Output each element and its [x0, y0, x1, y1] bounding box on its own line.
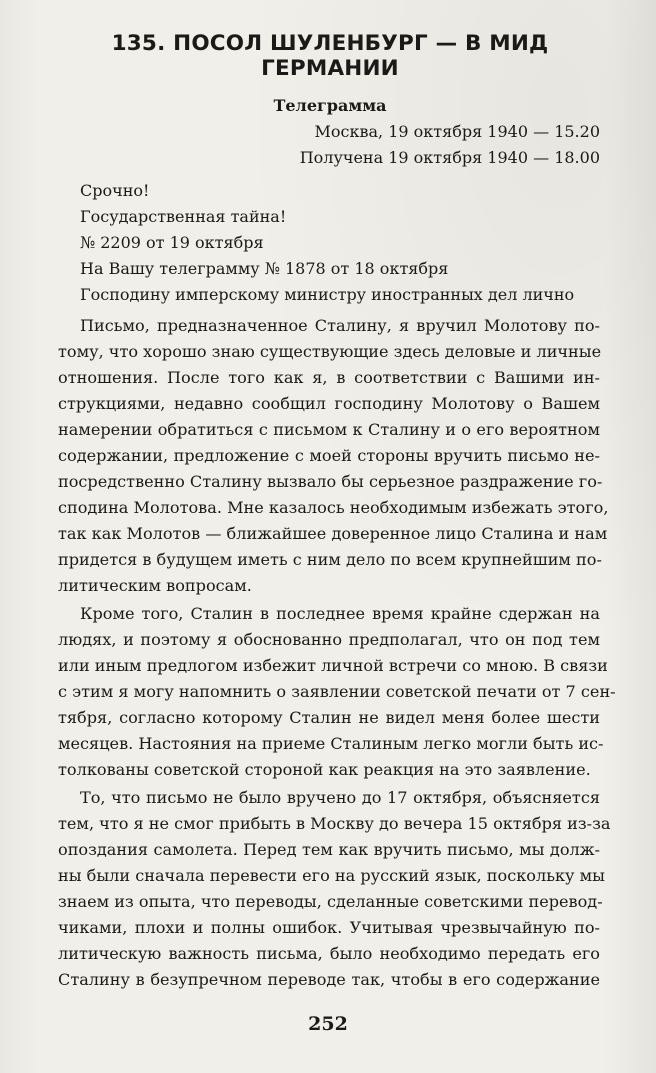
body-line: Сталину в безупречном переводе так, чтобы в его содержание [58, 970, 600, 989]
body-line: Письмо, предназначенное Сталину, я вручил Молотову по- [80, 316, 600, 335]
body-line: литическим вопросам. [58, 576, 252, 595]
address-line-urgent: Срочно! [80, 181, 150, 200]
body-line: толкованы советской стороной как реакция на это заявление. [58, 760, 591, 779]
body-line: так как Молотов — ближайшее доверенное лицо Сталина и нам [58, 524, 608, 543]
body-line: людях, и поэтому я обоснованно предполагал, что он под тем [58, 630, 600, 649]
body-line: литическую важность письма, было необходимо передать его [58, 944, 600, 963]
body-line: Кроме того, Сталин в последнее время крайне сдержан на [80, 604, 600, 623]
body-line: тем, что я не смог прибыть в Москву до вечера 15 октября из-за [58, 814, 611, 833]
body-line: месяцев. Настояния на приеме Сталиным легко могли быть ис- [58, 734, 604, 753]
document-heading-line-1: 135. ПОСОЛ ШУЛЕНБУРГ — В МИД [111, 31, 549, 56]
body-line: чиками, плохи и полны ошибок. Учитывая чрезвычайную по- [58, 918, 600, 937]
document-type: Телеграмма [273, 96, 387, 115]
body-line: содержании, предложение с моей стороны вручить письмо не- [58, 446, 600, 465]
body-line: отношения. После того как я, в соответствии с Вашими ин- [58, 368, 600, 387]
body-line: намерении обратиться с письмом к Сталину и о его вероятном [58, 420, 600, 439]
body-line: посредственно Сталину вызвало бы серьезное раздражение го- [58, 472, 603, 491]
body-line: сподина Молотова. Мне казалось необходимым избежать этого, [58, 498, 609, 517]
address-line-reference: На Вашу телеграмму № 1878 от 18 октября [80, 259, 449, 278]
received-dateline: Получена 19 октября 1940 — 18.00 [299, 148, 600, 167]
sent-dateline: Москва, 19 октября 1940 — 15.20 [314, 122, 600, 141]
document-heading-line-2: ГЕРМАНИИ [261, 56, 399, 81]
body-line: То, что письмо не было вручено до 17 октября, объясняется [80, 788, 600, 807]
address-line-recipient: Господину имперскому министру иностранных дел лично [80, 285, 575, 304]
body-line: знаем из опыта, что переводы, сделанные советскими перевод- [58, 892, 603, 911]
body-line: или иным предлогом избежит личной встречи со мною. В связи [58, 656, 608, 675]
address-line-secret: Государственная тайна! [80, 207, 287, 226]
page-number: 252 [308, 1013, 348, 1035]
body-line: придется в будущем иметь с ним дело по всем крупнейшим по- [58, 550, 602, 569]
body-line: струкциями, недавно сообщил господину Молотову о Вашем [58, 394, 600, 413]
body-line: с этим я могу напомнить о заявлении советской печати от 7 сен- [58, 682, 616, 701]
body-line: тому, что хорошо знаю существующие здесь деловые и личные [58, 342, 602, 361]
body-line: ны были сначала перевести его на русский язык, поскольку мы [58, 866, 605, 885]
address-line-number: № 2209 от 19 октября [80, 233, 264, 252]
body-line: опоздания самолета. Перед тем как вручить письмо, мы долж- [58, 840, 600, 859]
body-line: тября, согласно которому Сталин не видел меня более шести [58, 708, 600, 727]
